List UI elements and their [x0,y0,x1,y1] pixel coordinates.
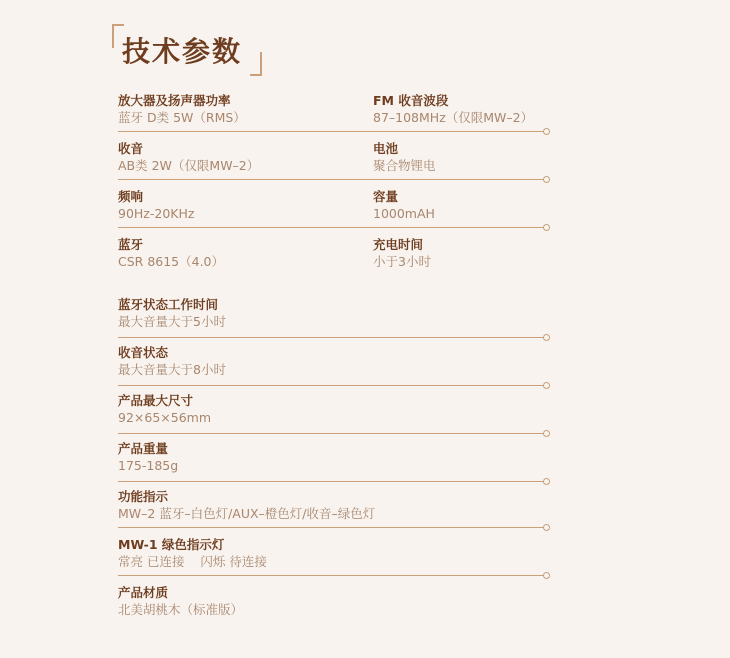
page-title: 技术参数 [122,35,243,68]
divider-rule [118,179,544,180]
spec-label: MW-1 绿色指示灯 [118,537,225,552]
spec-fm-band [373,93,533,126]
spec-value: 蓝牙 D类 5W（RMS） [118,110,246,125]
spec-value: CSR 8615（4.0） [118,254,225,269]
divider-rule [118,227,544,228]
divider-rule [118,131,544,132]
spec-label: 频响 [118,189,144,204]
spec-mw1-indicator [118,537,267,570]
spec-value: 小于3小时 [373,254,431,269]
spec-radio [118,141,259,174]
divider-rule [118,481,544,482]
spec-weight [118,441,178,474]
divider-rule [118,337,544,338]
spec-amplifier-power [118,93,246,126]
spec-label: 产品最大尺寸 [118,393,194,408]
spec-frequency-response [118,189,194,222]
spec-value: 聚合物锂电 [373,158,436,173]
spec-label: 收音 [118,141,144,156]
spec-value: 92×65×56mm [118,410,212,425]
spec-dimensions [118,393,211,426]
title-bracket-right [250,52,262,76]
spec-label: 充电时间 [373,237,424,252]
spec-battery [373,141,436,174]
spec-value: 常亮 已连接 闪烁 待连接 [118,554,267,569]
spec-label: 蓝牙 [118,237,144,252]
spec-bluetooth-runtime [118,297,226,330]
divider-rule [118,527,544,528]
spec-label: 放大器及扬声器功率 [118,93,231,108]
spec-value: 175-185g [118,458,179,473]
divider-rule [118,433,544,434]
spec-label: 容量 [373,189,399,204]
spec-value: 最大音量大于5小时 [118,314,226,329]
spec-value: 87–108MHz（仅限MW–2） [373,110,534,125]
spec-label: 产品材质 [118,585,169,600]
spec-bluetooth [118,237,224,270]
spec-value: 北美胡桃木（标准版） [118,602,244,617]
divider-rule [118,385,544,386]
spec-value: 最大音量大于8小时 [118,362,226,377]
spec-value: AB类 2W（仅限MW–2） [118,158,260,173]
title-block [112,24,262,76]
spec-label: 产品重量 [118,441,169,456]
spec-label: 电池 [373,141,399,156]
spec-radio-runtime [118,345,226,378]
spec-label: FM 收音波段 [373,93,449,108]
spec-indicator [118,489,375,522]
divider-rule [118,575,544,576]
spec-label: 收音状态 [118,345,169,360]
spec-capacity [373,189,435,222]
spec-charge-time [373,237,431,270]
spec-label: 功能指示 [118,489,169,504]
spec-value: 90Hz-20KHz [118,206,195,221]
spec-material [118,585,243,618]
spec-value: MW–2 蓝牙–白色灯/AUX–橙色灯/收音–绿色灯 [118,506,376,521]
spec-label: 蓝牙状态工作时间 [118,297,219,312]
spec-value: 1000mAH [373,206,435,221]
